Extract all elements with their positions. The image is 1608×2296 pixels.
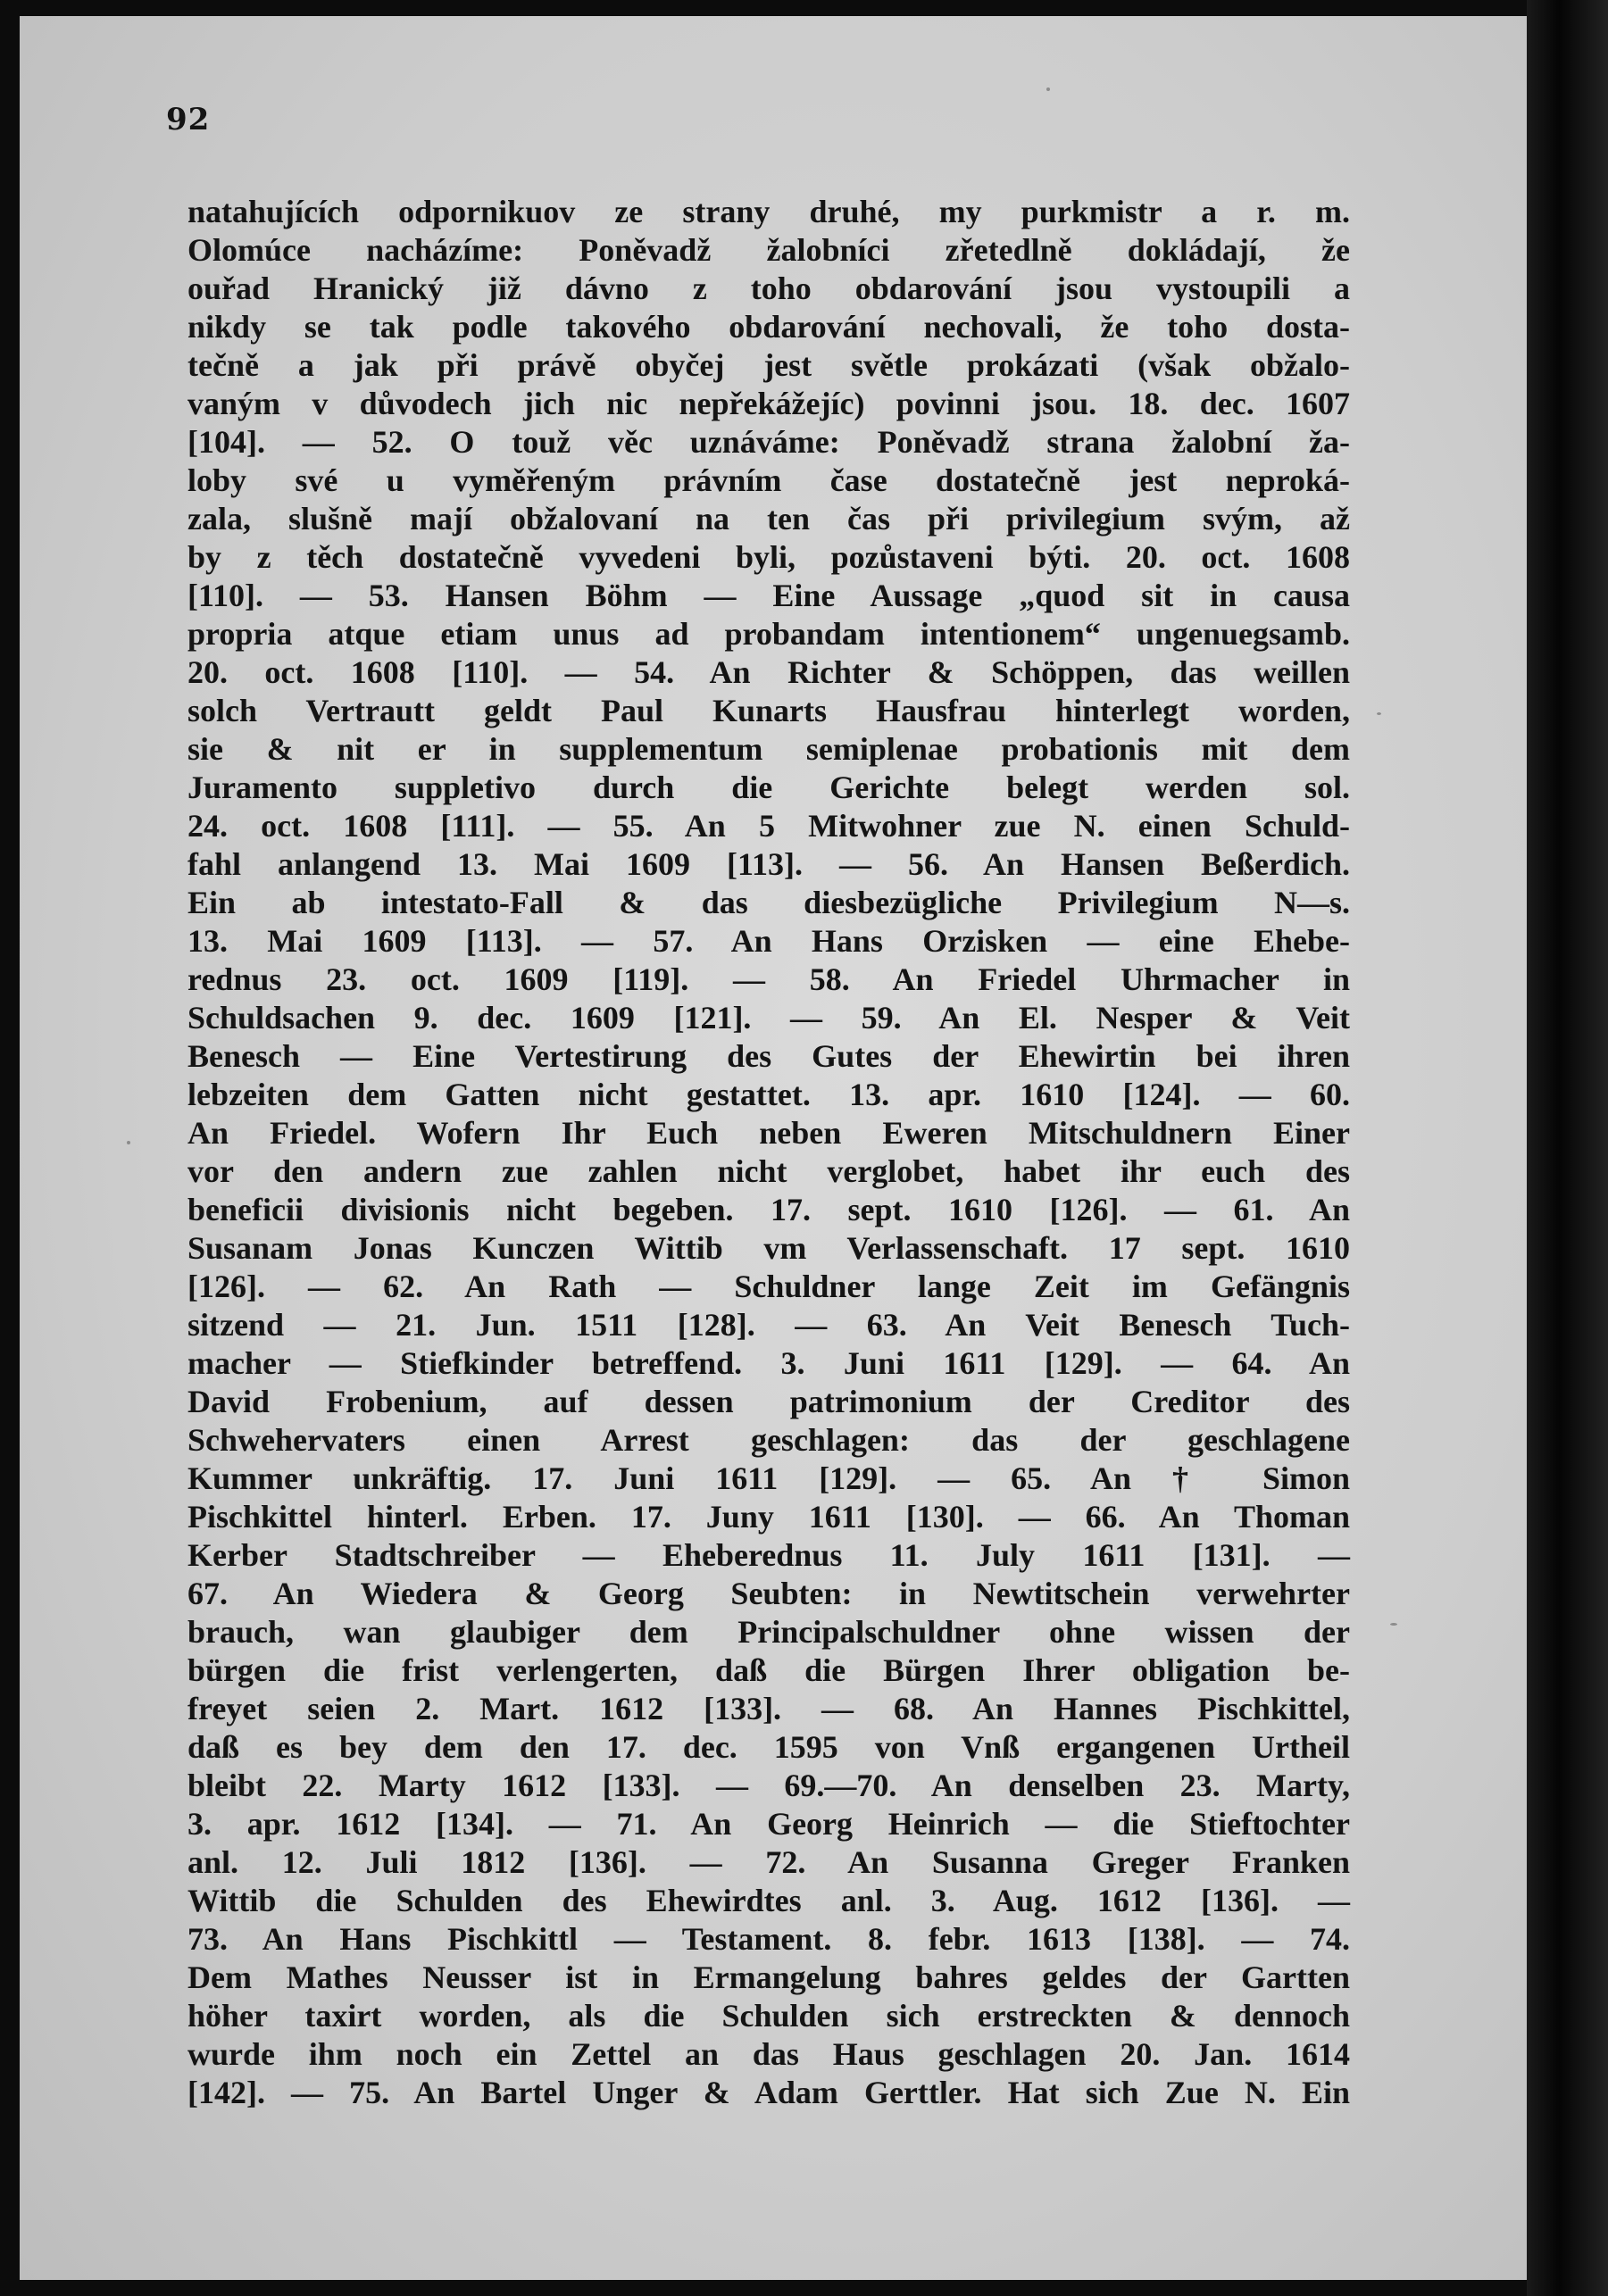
- text-line: [110]. — 53. Hansen Böhm — Eine Aussage „quod sit in causa: [187, 578, 1350, 613]
- page-number: 92: [166, 102, 211, 137]
- text-line: [142]. — 75. An Bartel Unger & Adam Gerttler. Hat sich Zue N. Ein: [187, 2075, 1350, 2110]
- paper-speck: [1046, 87, 1050, 91]
- text-line: 67. An Wiedera & Georg Seubten: in Newtitschein verwehrter: [187, 1576, 1350, 1611]
- text-line: brauch, wan glaubiger dem Principalschuldner ohne wissen der: [187, 1614, 1350, 1650]
- text-line: macher — Stiefkinder betreffend. 3. Juni 1611 [129]. — 64. An: [187, 1345, 1350, 1381]
- text-line: wurde ihm noch ein Zettel an das Haus geschlagen 20. Jan. 1614: [187, 2036, 1350, 2072]
- text-line: by z těch dostatečně vyvedeni byli, pozůstaveni býti. 20. oct. 1608: [187, 539, 1350, 575]
- text-line: Wittib die Schulden des Ehewirdtes anl. 3. Aug. 1612 [136]. —: [187, 1883, 1350, 1918]
- text-line: [104]. — 52. O touž věc uznáváme: Poněvadž strana žalobní ža-: [187, 424, 1350, 460]
- text-line: zala, slušně mají obžalovaní na ten čas při privilegium svým, až: [187, 501, 1350, 537]
- text-line: nikdy se tak podle takového obdarování nechovali, že toho dosta-: [187, 309, 1350, 345]
- text-line: bleibt 22. Marty 1612 [133]. — 69.—70. An denselben 23. Marty,: [187, 1768, 1350, 1803]
- text-line: An Friedel. Wofern Ihr Euch neben Eweren Mitschuldnern Einer: [187, 1115, 1350, 1151]
- text-line: rednus 23. oct. 1609 [119]. — 58. An Friedel Uhrmacher in: [187, 961, 1350, 997]
- text-line: Ein ab intestato-Fall & das diesbezügliche Privilegium N—s.: [187, 885, 1350, 920]
- text-line: fahl anlangend 13. Mai 1609 [113]. — 56. An Hansen Beßerdich.: [187, 846, 1350, 882]
- text-line: 73. An Hans Pischkittl — Testament. 8. febr. 1613 [138]. — 74.: [187, 1921, 1350, 1957]
- text-line: solch Vertrautt geldt Paul Kunarts Hausfrau hinterlegt worden,: [187, 693, 1350, 728]
- text-line: propria atque etiam unus ad probandam intentionem“ ungenuegsamb.: [187, 616, 1350, 652]
- text-line: ouřad Hranický již dávno z toho obdarování jsou vystoupili a: [187, 270, 1350, 306]
- paper-speck: [127, 1141, 130, 1144]
- text-line: natahujících odpornikuov ze strany druhé, my purkmistr a r. m.: [187, 194, 1350, 229]
- text-line: freyet seien 2. Mart. 1612 [133]. — 68. An Hannes Pischkittel,: [187, 1691, 1350, 1726]
- text-line: 20. oct. 1608 [110]. — 54. An Richter & Schöppen, das weillen: [187, 654, 1350, 690]
- text-line: 3. apr. 1612 [134]. — 71. An Georg Heinrich — die Stieftochter: [187, 1806, 1350, 1842]
- body-text: [187, 193, 1350, 2112]
- text-line: 24. oct. 1608 [111]. — 55. An 5 Mitwohner zue N. einen Schuld-: [187, 808, 1350, 844]
- text-line: David Frobenium, auf dessen patrimonium der Creditor des: [187, 1384, 1350, 1419]
- text-line: Dem Mathes Neusser ist in Ermangelung bahres geldes der Gartten: [187, 1959, 1350, 1995]
- text-line: Susanam Jonas Kunczen Wittib vm Verlassenschaft. 17 sept. 1610: [187, 1230, 1350, 1266]
- text-line: tečně a jak při právě obyčej jest světle prokázati (však obžalo-: [187, 347, 1350, 383]
- scan-border: [1527, 0, 1608, 2296]
- book-page: [20, 16, 1527, 2280]
- text-line: 13. Mai 1609 [113]. — 57. An Hans Orzisken — eine Ehebe-: [187, 923, 1350, 959]
- text-line: [126]. — 62. An Rath — Schuldner lange Zeit im Gefängnis: [187, 1269, 1350, 1304]
- text-line: sie & nit er in supplementum semiplenae probationis mit dem: [187, 731, 1350, 767]
- text-line: sitzend — 21. Jun. 1511 [128]. — 63. An Veit Benesch Tuch-: [187, 1307, 1350, 1343]
- text-line: Pischkittel hinterl. Erben. 17. Juny 1611 [130]. — 66. An Thoman: [187, 1499, 1350, 1535]
- paper-speck: [1377, 712, 1381, 715]
- text-line: lebzeiten dem Gatten nicht gestattet. 13. apr. 1610 [124]. — 60.: [187, 1077, 1350, 1112]
- paper-speck: [1390, 1623, 1397, 1626]
- text-line: höher taxirt worden, als die Schulden sich erstreckten & dennoch: [187, 1998, 1350, 2034]
- text-line: Olomúce nacházíme: Poněvadž žalobníci zřetedlně dokládají, že: [187, 232, 1350, 268]
- text-line: vaným v důvodech jich nic nepřekážejíc) povinni jsou. 18. dec. 1607: [187, 386, 1350, 421]
- text-line: Kummer unkräftig. 17. Juni 1611 [129]. — 65. An † Simon: [187, 1460, 1350, 1496]
- text-line: vor den andern zue zahlen nicht verglobet, habet ihr euch des: [187, 1153, 1350, 1189]
- text-line: Benesch — Eine Vertestirung des Gutes der Ehewirtin bei ihren: [187, 1038, 1350, 1074]
- text-line: daß es bey dem den 17. dec. 1595 von Vnß ergangenen Urtheil: [187, 1729, 1350, 1765]
- text-line: anl. 12. Juli 1812 [136]. — 72. An Susanna Greger Franken: [187, 1844, 1350, 1880]
- text-line: beneficii divisionis nicht begeben. 17. sept. 1610 [126]. — 61. An: [187, 1192, 1350, 1227]
- text-line: Kerber Stadtschreiber — Eheberednus 11. July 1611 [131]. —: [187, 1537, 1350, 1573]
- text-line: Schwehervaters einen Arrest geschlagen: das der geschlagene: [187, 1422, 1350, 1458]
- text-line: loby své u vyměřeným právním čase dostatečně jest neproká-: [187, 462, 1350, 498]
- text-line: Juramento suppletivo durch die Gerichte belegt werden sol.: [187, 769, 1350, 805]
- text-line: bürgen die frist verlengerten, daß die Bürgen Ihrer obligation be-: [187, 1652, 1350, 1688]
- text-line: Schuldsachen 9. dec. 1609 [121]. — 59. An El. Nesper & Veit: [187, 1000, 1350, 1036]
